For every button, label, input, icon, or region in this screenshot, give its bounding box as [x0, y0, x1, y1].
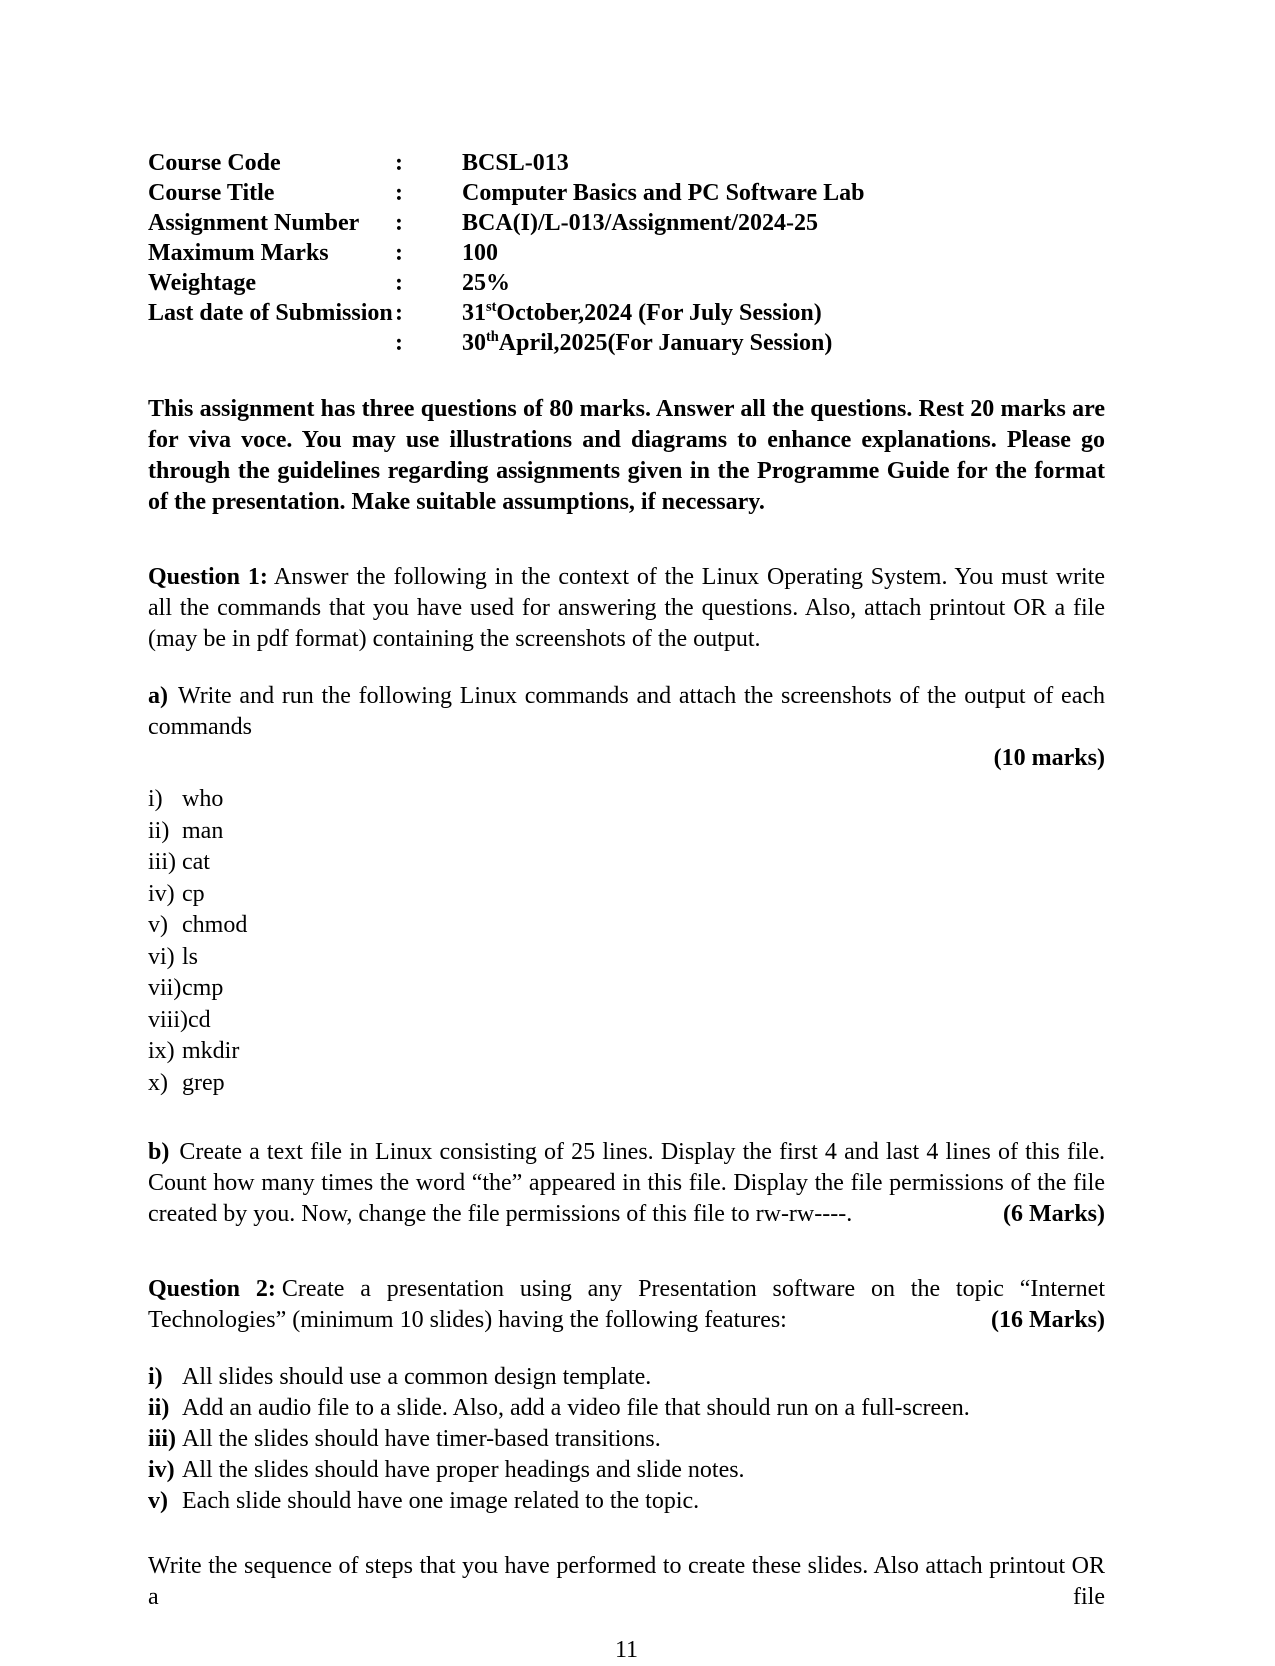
command-name: cd	[188, 1006, 211, 1033]
feature-text: Each slide should have one image related to the topic.	[182, 1488, 700, 1514]
header-value: Computer Basics and PC Software Lab	[462, 180, 865, 206]
question1-label: Question 1:	[148, 564, 268, 590]
command-name: grep	[182, 1069, 225, 1096]
question1-text: Answer the following in the context of the Linux Operating System. You must write all the commands that you have used for answering the questions. Also, attach printout OR a file (may be in pdf format) containing the screenshots of the output.	[148, 564, 1106, 652]
header-value: BCA(I)/L-013/Assignment/2024-25	[462, 210, 819, 236]
list-item-number: i)	[148, 786, 163, 812]
part-a-label: a)	[148, 683, 168, 709]
list-item	[148, 1455, 1105, 1486]
list-item-number: v)	[148, 1488, 168, 1514]
header-label: Course Title	[148, 180, 275, 206]
question1-part-a	[148, 681, 1105, 743]
feature-text: All the slides should have timer-based transitions.	[182, 1426, 661, 1452]
date-rest: October,2024 (For July Session)	[496, 300, 822, 326]
header-colon: :	[395, 210, 403, 236]
intro-paragraph: This assignment has three questions of 80 marks. Answer all the questions. Rest 20 marks are for viva voce. You may use illustrations and diagrams to enhance explanations. Please go through the guidelines regarding assignments given in the Programme Guide for the format of the presentation. Make suitable assumptions, if necessary.	[148, 396, 1105, 515]
header-label: Weightage	[148, 270, 256, 296]
list-item-number: vii)	[148, 975, 182, 1001]
linux-command-list	[148, 784, 1105, 1099]
date-day: 31	[462, 300, 486, 326]
question2-text: Create a presentation using any Presentation software on the topic “Internet Technologies” (minimum 10 slides) having the following features:	[148, 1276, 1105, 1333]
assignment-header	[148, 148, 1105, 358]
list-item	[148, 1068, 1105, 1100]
command-name: cat	[182, 849, 210, 875]
list-item-number: ii)	[148, 817, 170, 844]
list-item-number: vi)	[148, 943, 175, 970]
header-row-last-date-january	[148, 328, 1105, 358]
header-colon: :	[395, 330, 403, 356]
list-item-number: ix)	[148, 1038, 175, 1064]
list-item-number: i)	[148, 1364, 163, 1390]
header-colon: :	[395, 240, 403, 266]
list-item	[148, 910, 1105, 942]
list-item	[148, 973, 1105, 1005]
command-name: cp	[182, 880, 205, 907]
feature-text: Add an audio file to a slide. Also, add a video file that should run on a full-screen.	[182, 1395, 970, 1421]
header-colon: :	[395, 270, 403, 296]
header-value: 25%	[462, 270, 510, 296]
page-number: 11	[614, 1637, 639, 1663]
header-colon: :	[395, 300, 403, 326]
command-name: mkdir	[182, 1038, 240, 1064]
list-item-number: iv)	[148, 1457, 175, 1483]
header-colon: :	[395, 150, 403, 176]
command-name: chmod	[182, 912, 248, 938]
part-b-label: b)	[148, 1139, 170, 1165]
part-a-marks: (10 marks)	[993, 745, 1105, 771]
header-value: 100	[462, 240, 498, 266]
question1-part-b	[148, 1137, 1105, 1230]
part-b-text: Create a text file in Linux consisting of 25 lines. Display the first 4 and last 4 lines of this file. Count how many times the word “the” appeared in this file. Display the file permissions of the file created by you. Now, change the file permissions of this file to rw-rw----.	[148, 1139, 1105, 1227]
list-item-number: iii)	[148, 849, 176, 875]
feature-text: All slides should use a common design template.	[182, 1364, 652, 1390]
question1-paragraph	[148, 562, 1105, 655]
header-label: Course Code	[148, 150, 281, 176]
question2-paragraph	[148, 1274, 1105, 1336]
command-name: ls	[182, 943, 199, 970]
header-row-course-title	[148, 178, 1105, 208]
list-item	[148, 1362, 1105, 1393]
feature-text: All the slides should have proper headings and slide notes.	[182, 1457, 745, 1483]
closing-paragraph: Write the sequence of steps that you have performed to create these slides. Also attach printout OR a file	[148, 1553, 1105, 1610]
header-row-course-code	[148, 148, 1105, 178]
header-row-weightage	[148, 268, 1105, 298]
header-value	[462, 298, 1105, 328]
header-colon: :	[395, 180, 403, 206]
list-item-number: iv)	[148, 880, 175, 907]
list-item	[148, 879, 1105, 911]
list-item	[148, 1393, 1105, 1424]
list-item	[148, 1036, 1105, 1068]
list-item-number: iii)	[148, 1426, 176, 1452]
presentation-feature-list	[148, 1362, 1105, 1517]
header-label-blank	[148, 328, 395, 358]
header-label: Last date of Submission	[148, 300, 393, 326]
question2-marks: (16 Marks)	[991, 1307, 1105, 1333]
header-row-last-date-july	[148, 298, 1105, 328]
date-ordinal: th	[486, 329, 499, 345]
date-day: 30	[462, 330, 486, 356]
part-b-marks: (6 Marks)	[1003, 1201, 1105, 1227]
header-row-maximum-marks	[148, 238, 1105, 268]
list-item	[148, 1424, 1105, 1455]
date-ordinal: st	[486, 299, 497, 315]
list-item-number: viii)	[148, 1006, 188, 1033]
list-item	[148, 942, 1105, 974]
list-item-number: v)	[148, 912, 168, 938]
header-value	[462, 328, 1105, 358]
header-row-assignment-number	[148, 208, 1105, 238]
command-name: cmp	[182, 975, 224, 1001]
header-label: Maximum Marks	[148, 240, 329, 266]
question2-label: Question 2:	[148, 1276, 276, 1302]
list-item-number: ii)	[148, 1395, 170, 1421]
date-rest: April,2025(For January Session)	[498, 330, 833, 356]
header-value: BCSL-013	[462, 150, 569, 176]
command-name: who	[182, 786, 224, 812]
list-item	[148, 847, 1105, 879]
list-item	[148, 816, 1105, 848]
list-item	[148, 1005, 1105, 1037]
part-a-text: Write and run the following Linux commands and attach the screenshots of the output of each commands	[148, 683, 1105, 740]
list-item	[148, 784, 1105, 816]
list-item	[148, 1486, 1105, 1517]
header-label: Assignment Number	[148, 210, 360, 236]
list-item-number: x)	[148, 1069, 168, 1096]
command-name: man	[182, 817, 224, 844]
